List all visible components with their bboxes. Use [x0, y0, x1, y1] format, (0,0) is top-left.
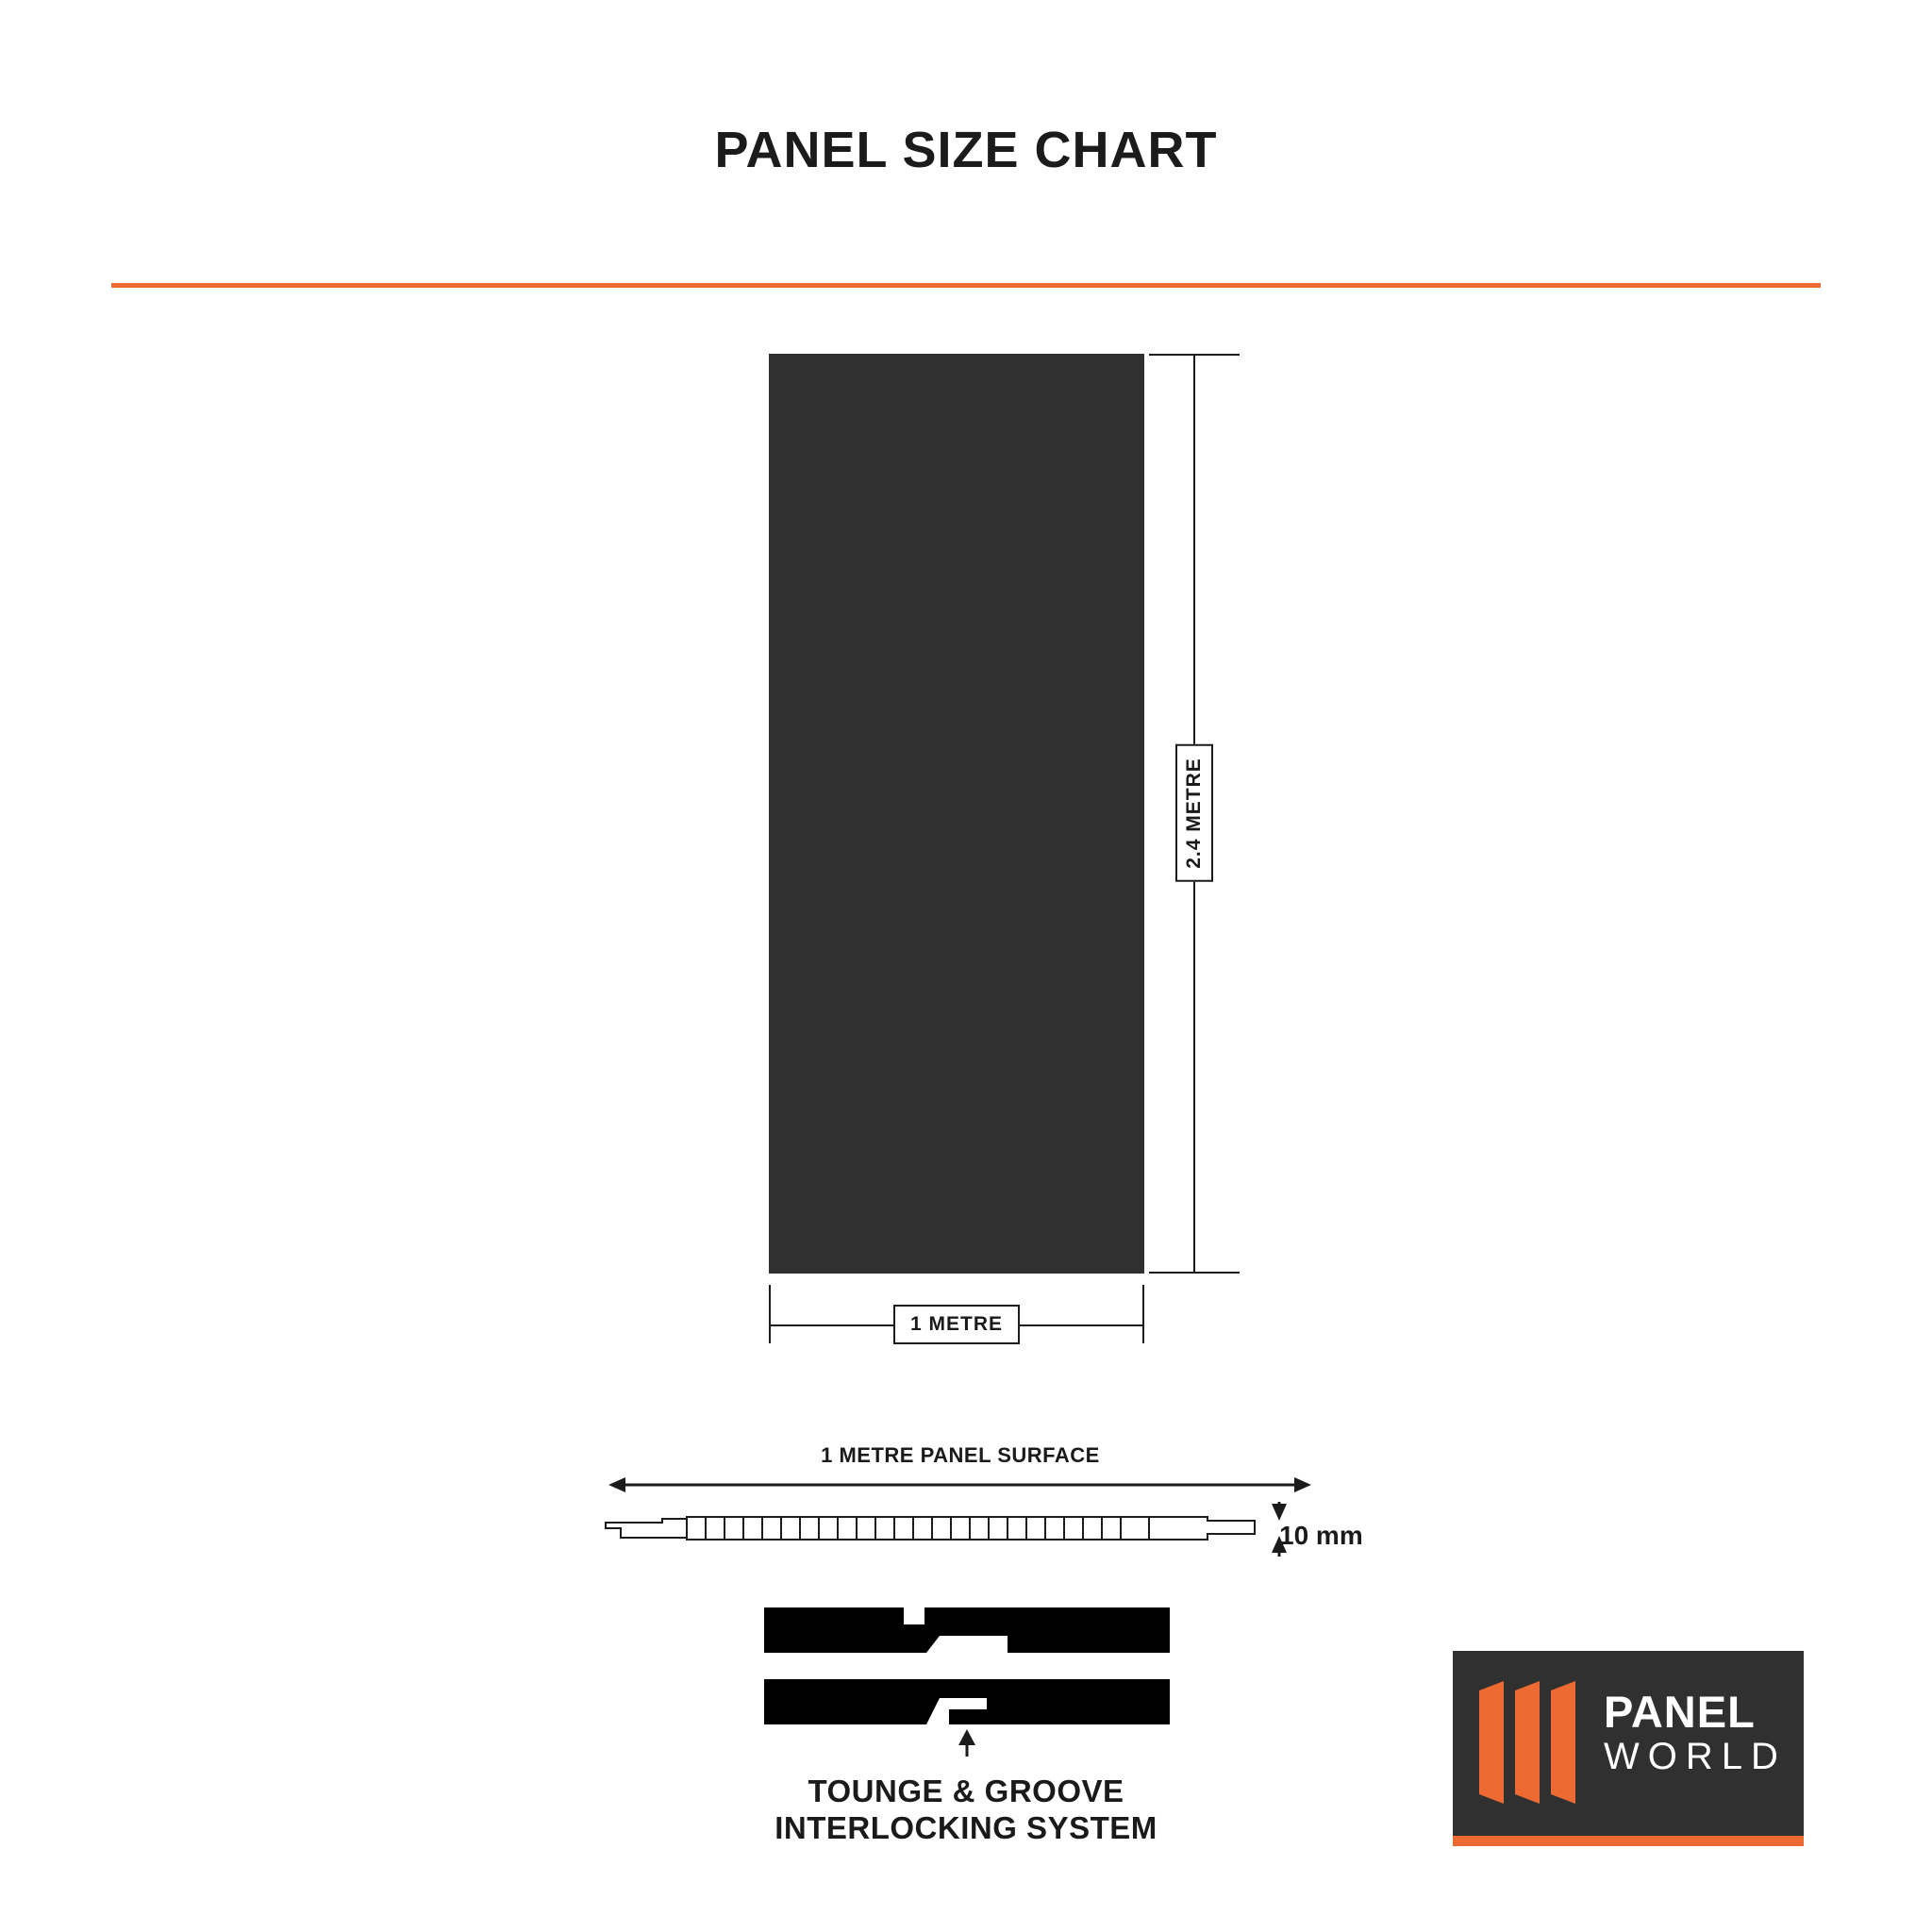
- page-title: PANEL SIZE CHART: [714, 122, 1218, 178]
- interlock-caption-line-2: INTERLOCKING SYSTEM: [774, 1809, 1158, 1845]
- brand-name-secondary: WORLD: [1604, 1736, 1787, 1778]
- interlock-caption: [774, 1774, 1158, 1847]
- accent-divider: [111, 283, 1821, 288]
- brand-name-primary: PANEL: [1604, 1687, 1756, 1737]
- height-dimension-label: 2.4 METRE: [1175, 744, 1213, 882]
- panel-surface-label: 1 METRE PANEL SURFACE: [821, 1443, 1100, 1467]
- width-dimension-tick-left: [769, 1285, 771, 1343]
- panel-cross-section-icon: [594, 1491, 1330, 1566]
- tongue-and-groove-detail-icon: [764, 1604, 1170, 1759]
- interlock-caption-line-1: TOUNGE & GROOVE: [808, 1774, 1124, 1808]
- thickness-label: 10 mm: [1279, 1521, 1363, 1550]
- brand-logo-underline: [1453, 1836, 1804, 1846]
- panel-face-illustration: [769, 354, 1144, 1274]
- width-dimension-tick-right: [1142, 1285, 1144, 1343]
- brand-logo-text: [1604, 1689, 1787, 1778]
- panel-stack-icon: [1477, 1681, 1583, 1804]
- width-dimension-label: 1 METRE: [893, 1305, 1020, 1344]
